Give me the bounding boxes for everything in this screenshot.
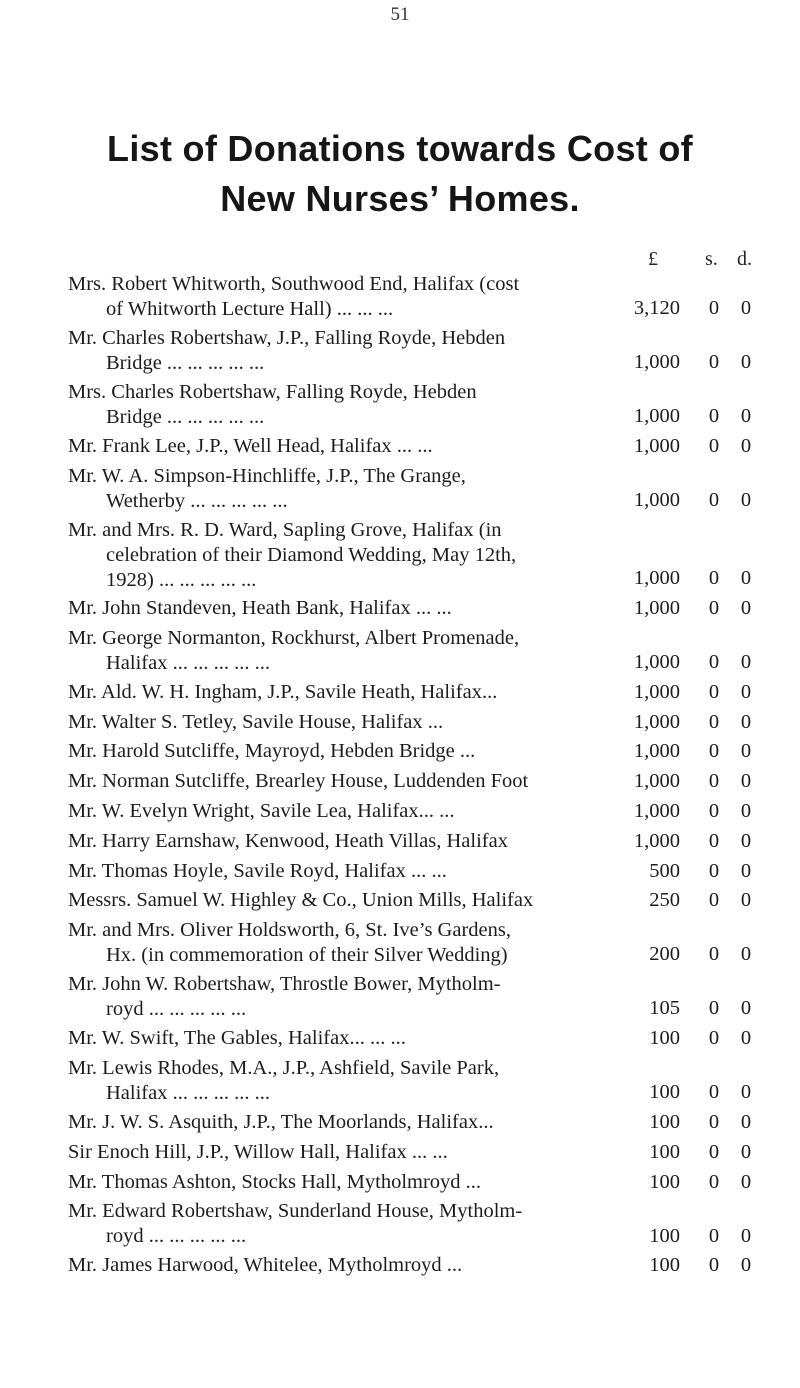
amount-pence: 0 bbox=[740, 770, 752, 793]
donor-line: Mr. and Mrs. R. D. Ward, Sapling Grove, Halifax (in bbox=[68, 518, 502, 541]
column-header-shillings: s. bbox=[705, 248, 718, 270]
amount-pence: 0 bbox=[740, 650, 752, 673]
donor-line: Mrs. Robert Whitworth, Southwood End, Halifax (cost bbox=[68, 273, 520, 295]
donor-line: Mr. Walter S. Tetley, Savile House, Halifax ... bbox=[68, 710, 444, 733]
donor-line: Mr. George Normanton, Rockhurst, Albert Promenade, bbox=[68, 626, 520, 649]
donor-line: Mr. Edward Robertshaw, Sunderland House, Mytholm- bbox=[68, 1200, 523, 1223]
amount-pence: 0 bbox=[740, 1140, 752, 1163]
donor-line: Mr. W. Swift, The Gables, Halifax... ... ... bbox=[68, 1027, 406, 1050]
donor-line: celebration of their Diamond Wedding, May 12th, bbox=[106, 543, 517, 566]
amount-pounds: 1,000 bbox=[633, 597, 680, 619]
amount-shillings: 0 bbox=[708, 297, 720, 320]
amount-pounds: 100 bbox=[649, 1081, 680, 1104]
amount-pence: 0 bbox=[740, 740, 752, 763]
amount-pounds: 100 bbox=[649, 1027, 680, 1050]
donor-line: Bridge ... ... ... ... ... bbox=[106, 406, 265, 428]
amount-shillings: 0 bbox=[708, 1170, 720, 1193]
amount-shillings: 0 bbox=[708, 1224, 720, 1247]
donor-line: Mr. Thomas Ashton, Stocks Hall, Mytholmroyd ... bbox=[68, 1170, 482, 1193]
page-title-line-2: New Nurses’ Homes. bbox=[220, 178, 580, 219]
amount-pence: 0 bbox=[740, 680, 752, 703]
donor-line: Mr. W. A. Simpson-Hinchliffe, J.P., The Grange, bbox=[68, 464, 466, 487]
amount-shillings: 0 bbox=[708, 650, 720, 673]
amount-shillings: 0 bbox=[708, 680, 720, 703]
amount-pounds: 1,000 bbox=[633, 650, 680, 673]
amount-pounds: 1,000 bbox=[633, 567, 680, 590]
donor-line: of Whitworth Lecture Hall) ... ... ... bbox=[106, 298, 394, 320]
amount-shillings: 0 bbox=[708, 1081, 720, 1104]
amount-shillings: 0 bbox=[708, 889, 720, 912]
amount-pence: 0 bbox=[740, 829, 752, 852]
amount-pence: 0 bbox=[740, 997, 752, 1020]
donor-line: Mr. Frank Lee, J.P., Well Head, Halifax ... ... bbox=[68, 435, 433, 457]
amount-shillings: 0 bbox=[708, 740, 720, 763]
donor-line: Mr. James Harwood, Whitelee, Mytholmroyd ... bbox=[68, 1254, 463, 1277]
donor-line: Mr. Charles Robertshaw, J.P., Falling Royde, Hebden bbox=[68, 327, 506, 349]
amount-pounds: 100 bbox=[649, 1140, 680, 1163]
page-title-line-1: List of Donations towards Cost of bbox=[107, 128, 693, 169]
donor-line: royd ... ... ... ... ... bbox=[106, 998, 247, 1021]
amount-pounds: 1,000 bbox=[633, 680, 680, 703]
amount-pounds: 1,000 bbox=[633, 405, 680, 428]
amount-pounds: 1,000 bbox=[633, 770, 680, 793]
amount-pence: 0 bbox=[740, 800, 752, 822]
amount-pence: 0 bbox=[740, 435, 752, 457]
amount-shillings: 0 bbox=[708, 943, 720, 966]
amount-pounds: 250 bbox=[649, 889, 680, 912]
amount-pence: 0 bbox=[740, 943, 752, 966]
amount-pence: 0 bbox=[740, 405, 752, 428]
amount-pounds: 1,000 bbox=[633, 435, 680, 457]
amount-pounds: 1,000 bbox=[633, 800, 680, 822]
amount-pence: 0 bbox=[740, 597, 752, 619]
amount-pounds: 100 bbox=[649, 1170, 680, 1193]
donor-line: Hx. (in commemoration of their Silver Wedding) bbox=[106, 944, 508, 967]
amount-pence: 0 bbox=[740, 567, 752, 590]
donor-line: Mr. Lewis Rhodes, M.A., J.P., Ashfield, Savile Park, bbox=[68, 1057, 500, 1079]
amount-pence: 0 bbox=[740, 1170, 752, 1193]
amount-pence: 0 bbox=[740, 1224, 752, 1247]
donor-line: Mr. Norman Sutcliffe, Brearley House, Luddenden Foot bbox=[68, 770, 529, 793]
column-header-pounds: £ bbox=[648, 248, 658, 270]
amount-pounds: 500 bbox=[649, 859, 680, 882]
amount-pounds: 1,000 bbox=[633, 351, 680, 374]
amount-pounds: 100 bbox=[649, 1254, 680, 1277]
amount-pounds: 100 bbox=[649, 1111, 680, 1133]
donor-line: Mr. John Standeven, Heath Bank, Halifax ... ... bbox=[68, 597, 452, 619]
amount-pence: 0 bbox=[740, 488, 752, 511]
amount-pence: 0 bbox=[740, 297, 752, 320]
donor-line: Mr. Harold Sutcliffe, Mayroyd, Hebden Bridge ... bbox=[68, 740, 476, 763]
amount-pence: 0 bbox=[740, 859, 752, 882]
donor-line: 1928) ... ... ... ... ... bbox=[106, 568, 257, 591]
donor-line: Wetherby ... ... ... ... ... bbox=[106, 489, 288, 512]
amount-pounds: 1,000 bbox=[633, 740, 680, 763]
donor-line: Mr. Harry Earnshaw, Kenwood, Heath Villas, Halifax bbox=[68, 829, 508, 852]
amount-shillings: 0 bbox=[708, 405, 720, 428]
donor-line: Mr. W. Evelyn Wright, Savile Lea, Halifax... ... bbox=[68, 800, 455, 822]
amount-shillings: 0 bbox=[708, 1111, 720, 1133]
amount-pence: 0 bbox=[740, 1254, 752, 1277]
amount-shillings: 0 bbox=[708, 351, 720, 374]
amount-pounds: 1,000 bbox=[633, 829, 680, 852]
amount-pounds: 100 bbox=[649, 1224, 680, 1247]
amount-shillings: 0 bbox=[708, 435, 720, 457]
amount-pence: 0 bbox=[740, 351, 752, 374]
donor-line: Messrs. Samuel W. Highley & Co., Union Mills, Halifax bbox=[68, 889, 534, 912]
amount-shillings: 0 bbox=[708, 1254, 720, 1277]
amount-pounds: 1,000 bbox=[633, 710, 680, 733]
amount-pence: 0 bbox=[740, 1081, 752, 1104]
donor-line: Mr. Ald. W. H. Ingham, J.P., Savile Heath, Halifax... bbox=[68, 680, 498, 703]
amount-shillings: 0 bbox=[708, 1027, 720, 1050]
amount-pounds: 105 bbox=[649, 997, 680, 1020]
amount-pounds: 3,120 bbox=[633, 297, 680, 320]
amount-pence: 0 bbox=[740, 889, 752, 912]
amount-pounds: 200 bbox=[649, 943, 680, 966]
donor-line: royd ... ... ... ... ... bbox=[106, 1225, 247, 1248]
amount-pounds: 1,000 bbox=[633, 488, 680, 511]
amount-shillings: 0 bbox=[708, 597, 720, 619]
amount-pence: 0 bbox=[740, 1027, 752, 1050]
donor-line: Mr. J. W. S. Asquith, J.P., The Moorlands, Halifax... bbox=[68, 1111, 494, 1133]
amount-shillings: 0 bbox=[708, 770, 720, 793]
amount-pence: 0 bbox=[740, 710, 752, 733]
donor-line: Bridge ... ... ... ... ... bbox=[106, 352, 265, 374]
donor-line: Sir Enoch Hill, J.P., Willow Hall, Halifax ... ... bbox=[68, 1140, 448, 1163]
amount-shillings: 0 bbox=[708, 567, 720, 590]
donor-line: Mr. John W. Robertshaw, Throstle Bower, Mytholm- bbox=[68, 973, 501, 996]
donor-line: Mr. and Mrs. Oliver Holdsworth, 6, St. Ive’s Gardens, bbox=[68, 919, 511, 942]
donor-line: Mr. Thomas Hoyle, Savile Royd, Halifax ... ... bbox=[68, 859, 447, 882]
amount-shillings: 0 bbox=[708, 829, 720, 852]
amount-shillings: 0 bbox=[708, 488, 720, 511]
amount-pence: 0 bbox=[740, 1111, 752, 1133]
column-header-pence: d. bbox=[737, 248, 752, 270]
page-number: 51 bbox=[390, 4, 410, 25]
amount-shillings: 0 bbox=[708, 997, 720, 1020]
amount-shillings: 0 bbox=[708, 1140, 720, 1163]
amount-shillings: 0 bbox=[708, 800, 720, 822]
donor-line: Halifax ... ... ... ... ... bbox=[106, 1082, 270, 1104]
amount-shillings: 0 bbox=[708, 710, 720, 733]
donor-line: Halifax ... ... ... ... ... bbox=[106, 651, 270, 674]
amount-shillings: 0 bbox=[708, 859, 720, 882]
donor-line: Mrs. Charles Robertshaw, Falling Royde, Hebden bbox=[68, 381, 477, 403]
